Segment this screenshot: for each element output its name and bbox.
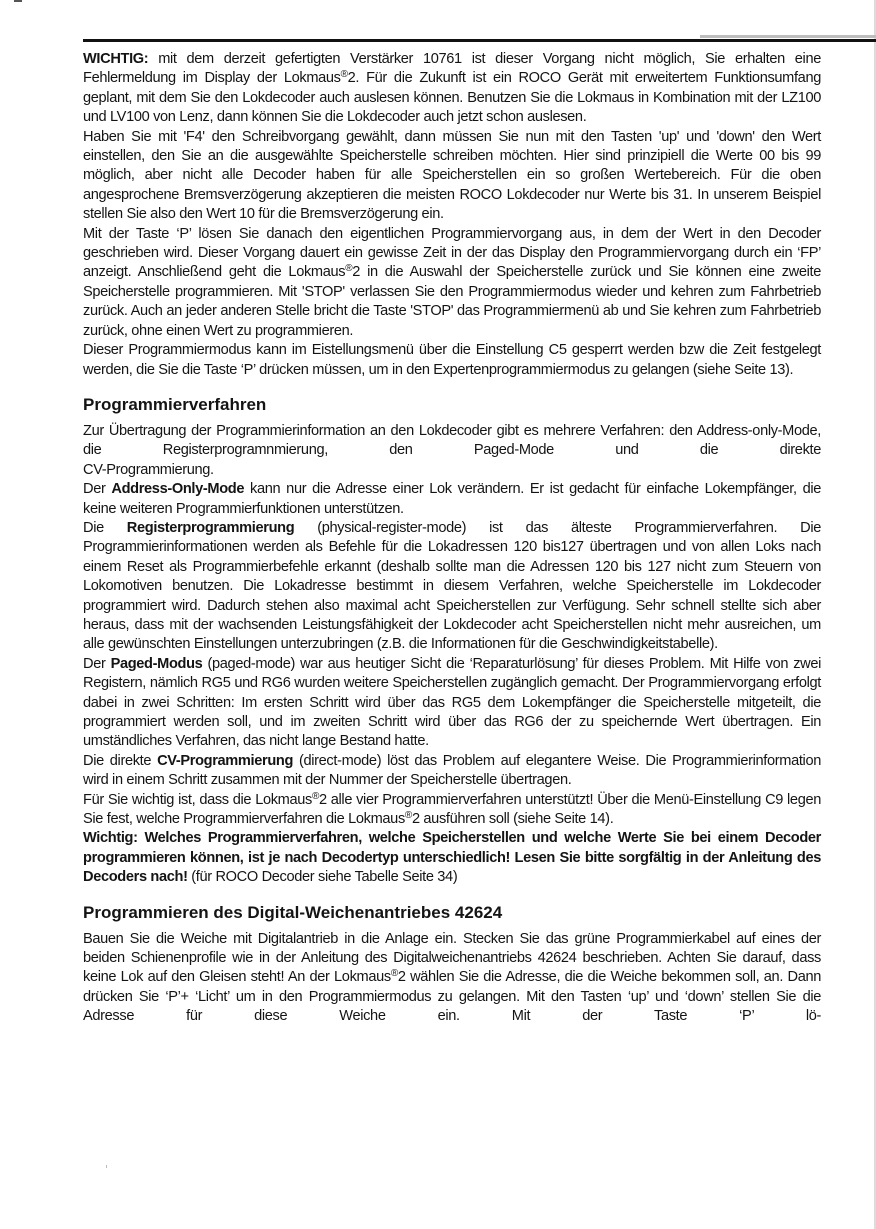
paragraph-paged-modus: Der Paged-Modus (paged-mode) war aus heutiger Sicht die ‘Reparaturlösung’ für dieses Problem. Mit Hilfe von zwei Registern, nämlich RG5 und RG6 wurden weitere Speicherstellen zugänglich gemacht. Der Programmiervorgang erfolgt dabei in zwei Schritten: Im ersten Schritt wird über das RG5 dem Lokempfänger die Speicherstelle mitgeteilt, die programmiert werden soll, und im zweiten Schritt wird über das RG6 der zu speichernde Wert übertragen. Ein umständliches Verfahren, das nicht lange Bestand hatte.	[83, 655, 822, 750]
heading-weichenantrieb: Programmieren des Digital-Weichenantriebes 42624	[83, 902, 503, 922]
term-cv-programmierung: CV-Programmierung	[157, 752, 294, 769]
registered-mark: ®	[345, 263, 353, 275]
paragraph-wichtig-decodertyp: Wichtig: Welches Programmierverfahren, welche Speicherstellen und welche Werte Sie bei einem Decoder programmieren können, ist je nach Decodertyp unterschiedlich! Lesen Sie bitte sorgfältig in der Anleitung des Decoders nach! (für ROCO Decoder siehe Tabelle Seite 34)	[83, 830, 821, 886]
registered-mark: ®	[404, 810, 412, 822]
term-registerprogrammierung: Registerprogrammierung	[126, 519, 295, 536]
registered-mark: ®	[340, 69, 348, 81]
paragraph-verfahren-intro: Zur Übertragung der Programmierinformation an den Lokdecoder gibt es mehrere Verfahren: den Address-only-Mode, die Registerprogramnmierung, den Paged-Mode und die direkte	[83, 422, 821, 459]
section-intro	[83, 50, 821, 380]
wichtig-warning: Wichtig: Welches Programmierverfahren, welche Speicherstellen und welche Werte Sie bei einem Decoder programmieren können, ist je nach Decodertyp unterschiedlich! Lesen Sie bitte sorgfältig in der Anleitung des Decoders nach!	[83, 830, 821, 886]
scan-corner-mark	[14, 0, 22, 2]
section-programmierverfahren	[83, 394, 821, 888]
paragraph-verfahren-intro-cont: CV-Programmierung.	[83, 461, 214, 478]
paragraph-schreibvorgang: Haben Sie mit 'F4' den Schreibvorgang gewählt, dann müssen Sie nun mit den Tasten 'up' und 'down' den Wert einstellen, den Sie an die ausgewählte Speicherstelle schreiben möchten. Hier sind prinzipiell die Werte 00 bis 99 möglich, aber nicht alle Decoder haben für alle Speicherstellen ein so großen Wertebereich. Für die oben angesprochene Bremsverzögerung akzeptieren die meisten ROCO Lokdecoder nur Werte bis 31. In unserem Beispiel stellen Sie also den Wert 10 für die Bremsverzögerung ein.	[83, 128, 821, 223]
paragraph-vier-verfahren: Für Sie wichtig ist, dass die Lokmaus®2 alle vier Programmierverfahren unterstützt! Über die Menü-Einstellung C9 legen Sie fest, welche Programmierverfahren die Lokmaus®2 ausführen soll (siehe Seite 14).	[83, 790, 821, 828]
term-address-only-mode: Address-Only-Mode	[111, 481, 245, 498]
registered-mark: ®	[311, 790, 319, 802]
paragraph-programmiermodus-c5: Dieser Programmiermodus kann im Eistellungsmenü über die Einstellung C5 gesperrt werden bzw die Zeit festgelegt werden, die Sie die Taste ‘P’ drücken müssen, um in den Expertenprogrammiermodus zu gelangen (siehe Seite 13).	[83, 342, 821, 378]
wichtig-label: WICHTIG:	[83, 51, 149, 67]
top-rule-shadow	[700, 35, 876, 38]
paragraph-weiche-einbauen: Bauen Sie die Weiche mit Digitalantrieb in die Anlage ein. Stecken Sie das grüne Programmierkabel auf eines der beiden Schienenprofile wie in der Anleitung des Digitalweichenantriebs 42624 beschrieben. Achten Sie darauf, dass keine Lok auf den Gleisen steht! An der Lokmaus®2 wählen Sie die Adresse, die die Weiche bekommen soll, an. Dann drücken Sie ‘P’+ ‘Licht’ um in den Programmiermodus zu gelangen. Mit den Tasten ‘up’ und ‘down’ stellen Sie die Adresse für diese Weiche ein. Mit der Taste ‘P’ lö-	[83, 930, 821, 1025]
paragraph-registerprogrammierung: Die Registerprogrammierung (physical-register-mode) ist das älteste Programmierverfahren. Die Programmierinformationen werden als Befehle für die Lokadressen 120 bis127 übertragen und von allen Loks nach einem Reset als Programmierbefehle erkannt (deshalb sollte man die Adressen 120 bis 127 nicht zum Steuern von Lokomotiven benutzen. Die Lokadresse bestimmt in diesem Verfahren, welche Speicherstelle im Lokdecoder programmiert wird. Dadurch stehen also maximal acht Speicherstellen zur Verfügung. Sehr schnell stellte sich aber heraus, dass mit der wachsenden Leistungsfähigkeit der Lokdecoder acht Speicherstellen nicht mehr ausreichen, um alle gewünschten Einstellungen unterzubringen (z.B. die Informationen für die Geschwindigkeitstabelle).	[83, 519, 821, 653]
heading-programmierverfahren: Programmierverfahren	[83, 394, 267, 414]
page-body	[83, 50, 821, 1027]
scan-speck	[106, 1165, 107, 1168]
paragraph-wichtig-verstaerker: WICHTIG: mit dem derzeit gefertigten Verstärker 10761 ist dieser Vorgang nicht möglich, Sie erhalten eine Fehlermeldung im Display der Lokmaus®2. Für die Zukunft ist ein ROCO Gerät mit erweitertem Funktionsumfang geplant, mit dem Sie den Lokdecoder auch auslesen können. Benutzen Sie die Lokmaus in Kombination mit der LZ100 und LV100 von Lenz, dann können Sie die Lokdecoder auch jetzt schon auslesen.	[83, 51, 821, 126]
paragraph-cv-programmierung: Die direkte CV-Programmierung (direct-mode) löst das Problem auf elegantere Weise. Die Programmierinformation wird in einem Schritt zusammen mit der Nummer der Speicherstelle übertragen.	[83, 752, 821, 789]
term-paged-modus: Paged-Modus	[110, 655, 203, 672]
section-weichenantrieb	[83, 902, 821, 1027]
paragraph-address-only: Der Address-Only-Mode kann nur die Adresse einer Lok verändern. Er ist gedacht für einfache Lokempfänger, die keine weiteren Programmierfunktionen unterstützen.	[83, 481, 822, 517]
registered-mark: ®	[390, 968, 398, 980]
top-rule	[83, 39, 876, 42]
paragraph-taste-p: Mit der Taste ‘P’ lösen Sie danach den eigentlichen Programmiervorgang aus, in dem der Wert in den Decoder geschrieben wird. Dieser Vorgang dauert ein gewisse Zeit in der das Display den Programmiervorgang durch ein ‘FP’ anzeigt. Anschließend geht die Lokmaus®2 in die Auswahl der Speicherstelle zurück und Sie können eine zweite Speicherstelle programmieren. Mit 'STOP' verlassen Sie den Programmiermodus wieder und kehren zum Fahrbetrieb zurück. Auch an jeder anderen Stelle bricht die Taste 'STOP' das Programmiermenü ab und Sie kehren zum Fahrbetrieb zurück, ohne einen Wert zu programmieren.	[83, 225, 821, 339]
